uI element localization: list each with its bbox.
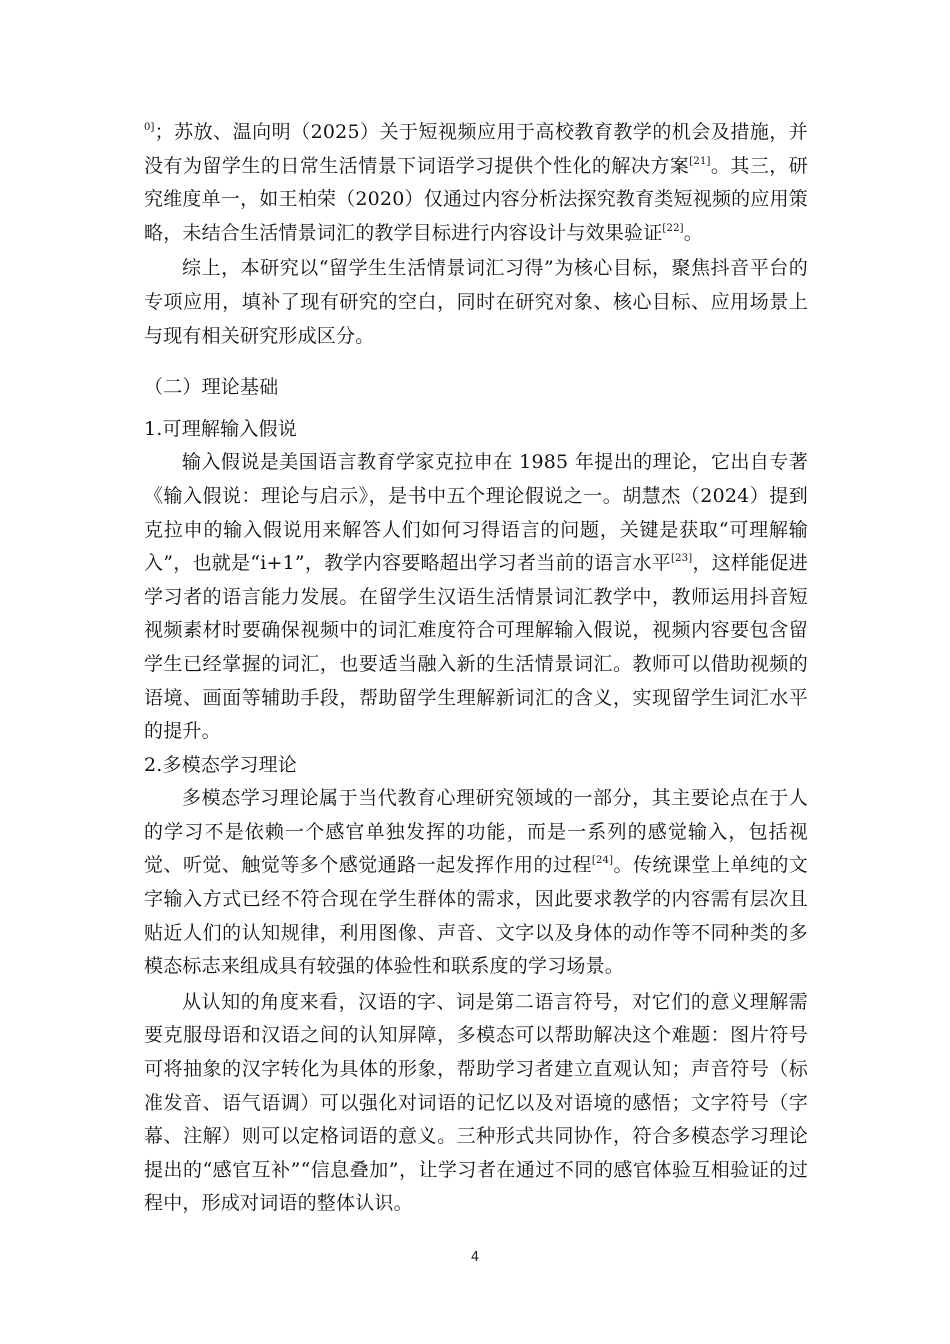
citation-fragment: 0] <box>144 122 155 133</box>
citation-23: [23] <box>671 553 693 565</box>
paragraph-1-text-c: 。 <box>683 221 703 244</box>
paragraph-4 <box>144 782 808 984</box>
paragraph-1-text-b: 。其三，研究维度单一，如王柏荣（2020）仅通过内容分析法探究教育类短视频的应用策略，未结合生活情景词汇的教学目标进行内容设计与效果验证 <box>144 154 808 244</box>
paragraph-2: 综上，本研究以“留学生生活情景词汇习得”为核心目标，聚焦抖音平台的专项应用，填补了现有研究的空白，同时在研究对象、核心目标、应用场景上与现有相关研究形成区分。 <box>144 257 808 347</box>
paragraph-3-text-b: ，这样能促进学习者的语言能力发展。在留学生汉语生活情景词汇教学中，教师运用抖音短视频素材时要确保视频中的词汇难度符合可理解输入假说，视频内容要包含留学生已经掌握的词汇，也要适当融入新的生活情景词汇。教师可以借助视频的语境、画面等辅助手段，帮助留学生理解新词汇的含义，实现留学生词汇水平的提升。 <box>144 552 808 743</box>
citation-22: [22] <box>662 222 684 234</box>
paragraph-1 <box>144 116 808 250</box>
paragraph-4-text-a: 多模态学习理论属于当代教育心理研究领域的一部分，其主要论点在于人的学习不是依赖一个感官单独发挥的功能，而是一系列的感觉输入，包括视觉、听觉、触觉等多个感觉通路一起发挥作用的过程 <box>144 787 808 877</box>
body-text <box>144 116 808 1221</box>
citation-24: [24] <box>591 855 614 867</box>
paragraph-4-text-b: 。传统课堂上单纯的文字输入方式已经不符合现在学生群体的需求，因此要求教学的内容需有层次且贴近人们的认知规律，利用图像、声音、文字以及身体的动作等不同种类的多模态标志来组成具有较强的体验性和联系度的学习场景。 <box>144 854 808 978</box>
subsection-heading-2: 2.多模态学习理论 <box>144 753 297 776</box>
subsection-heading-1: 1.可理解输入假说 <box>144 417 297 440</box>
paragraph-5: 从认知的角度来看，汉语的字、词是第二语言符号，对它们的意义理解需要克服母语和汉语之间的认知屏障，多模态可以帮助解决这个难题：图片符号可将抽象的汉字转化为具体的形象，帮助学习者建立直观认知；声音符号（标准发音、语气语调）可以强化对词语的记忆以及对语境的感悟；文字符号（字幕、注解）则可以定格词语的意义。三种形式共同协作，符合多模态学习理论提出的“感官互补”“信息叠加”，让学习者在通过不同的感官体验互相验证的过程中，形成对词语的整体认识。 <box>144 990 808 1215</box>
section-heading: （二）理论基础 <box>144 376 279 399</box>
paragraph-1-text-a: ；苏放、温向明（2025）关于短视频应用于高校教育教学的机会及措施，并没有为留学生的日常生活情景下词语学习提供个性化的解决方案 <box>144 121 808 177</box>
page-number: 4 <box>470 1250 480 1265</box>
citation-21: [21] <box>689 155 711 167</box>
paragraph-3-text-a: 输入假说是美国语言教育学家克拉申在 1985 年提出的理论，它出自专著《输入假说：理论与启示》，是书中五个理论假说之一。胡慧杰（2024）提到克拉申的输入假说用来解答人们如何习得语言的问题，关键是获取“可理解输入”，也就是“i+1”，教学内容要略超出学习者当前的语言水平 <box>144 451 808 575</box>
paragraph-3 <box>144 446 808 748</box>
